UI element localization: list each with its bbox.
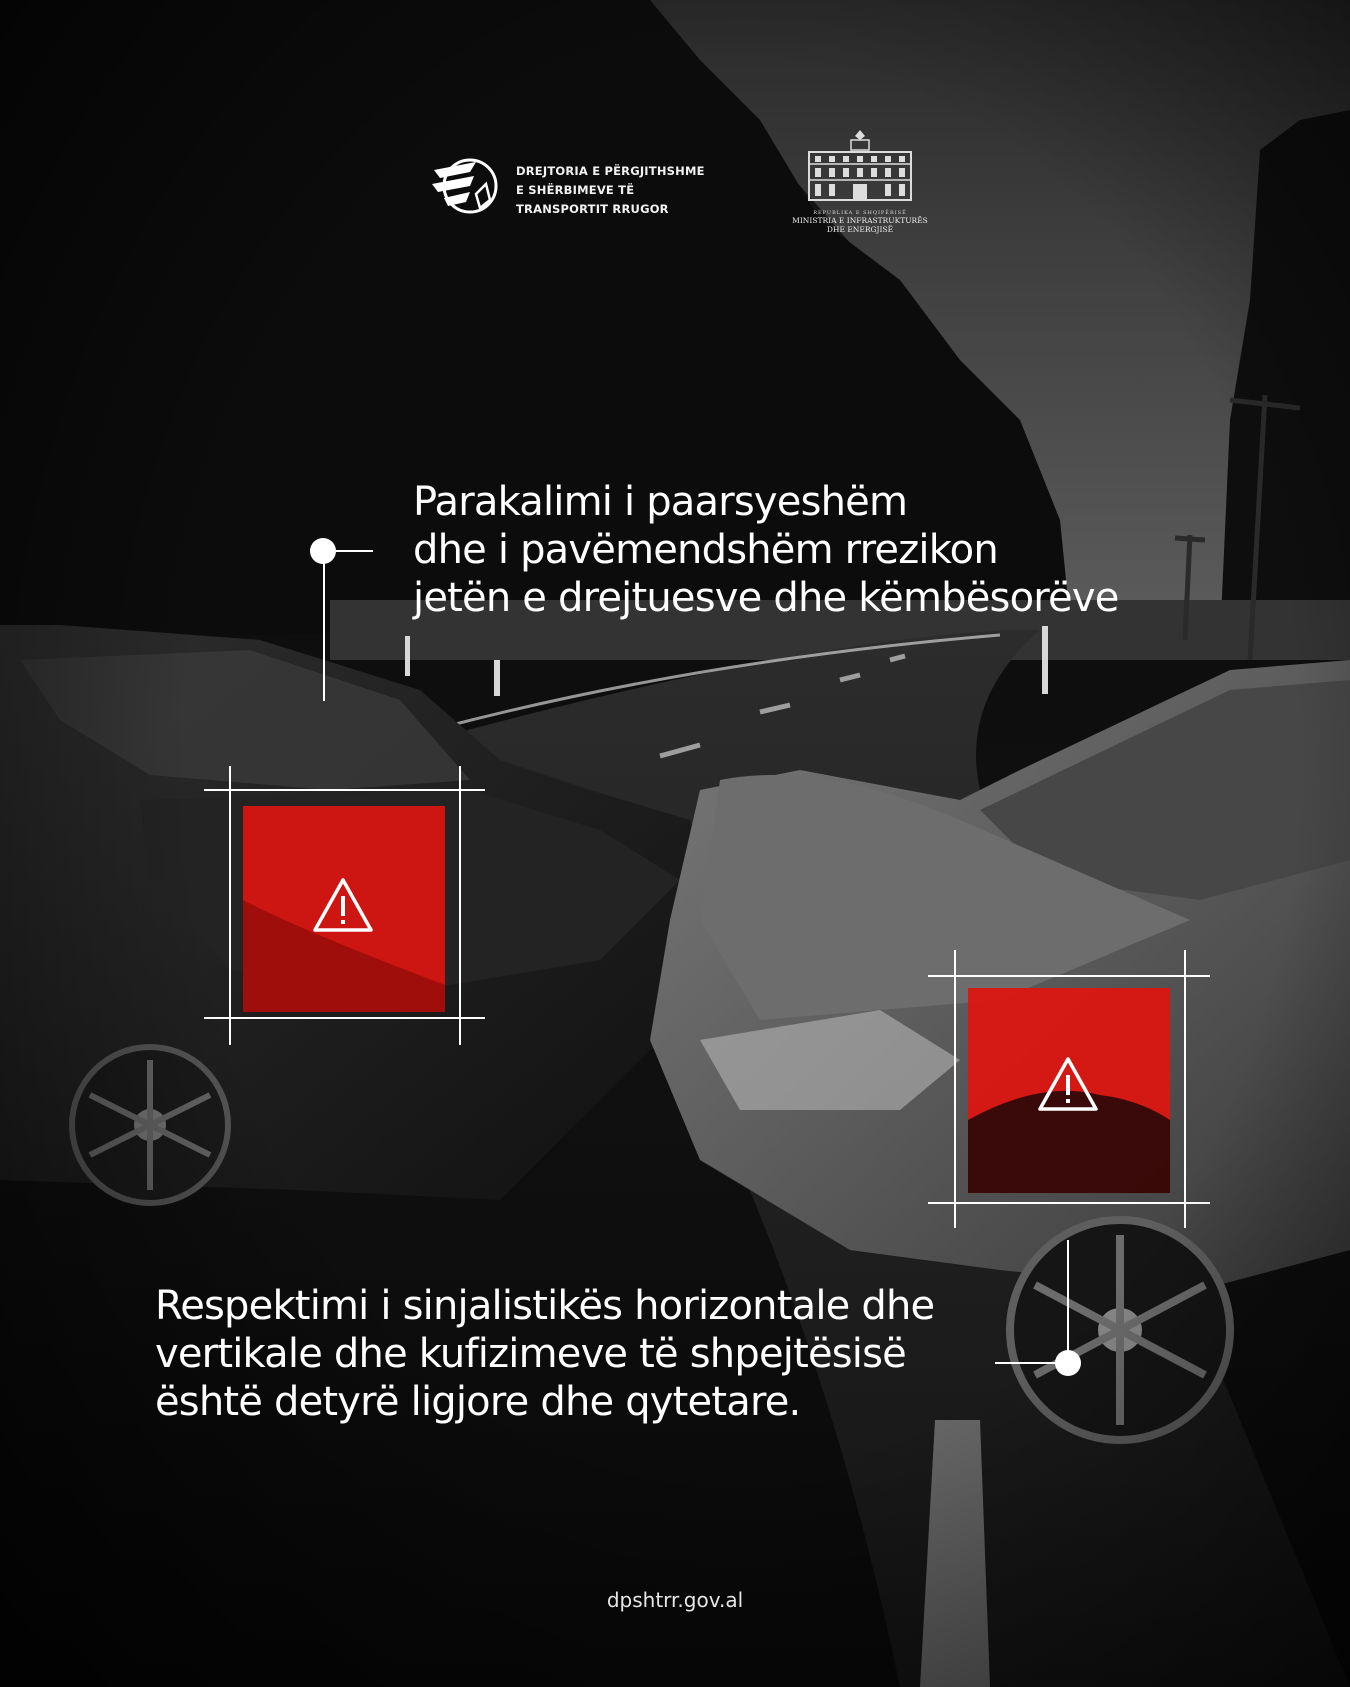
warning-triangle-icon [1036,1055,1100,1113]
warning-triangle-icon [311,876,375,934]
ministry-building-emblem-icon [805,128,915,208]
ministry-logo [780,128,940,240]
connector-dot-bottom [1055,1350,1081,1376]
connector-line-bottom-v [1067,1240,1069,1362]
body-text: Respektimi i sinjalistikës horizontale dhe vertikale dhe kufizimeve të shpejtësisë është detyrë ligjore dhe qytetare. [155,1283,935,1425]
connector-line-top-h [323,550,373,552]
headline: Parakalimi i paarsyeshëm dhe i pavëmendshëm rrezikon jetën e drejtuesve dhe këmbësorëve [413,479,1119,621]
road-transport-emblem-icon [430,154,502,218]
connector-line-top-v [323,551,325,701]
dpshtrr-name: DREJTORIA E PËRGJITHSHME E SHËRBIMEVE TË TRANSPORTIT RRUGOR [516,164,705,216]
dpshtrr-logo [430,152,705,222]
ministry-republic-text: REPUBLIKA E SHQIPËRISË [813,210,907,216]
website-link[interactable]: dpshtrr.gov.al [606,1588,744,1612]
ministry-name: MINISTRIA E INFRASTRUKTURËS DHE ENERGJISË [792,216,928,234]
